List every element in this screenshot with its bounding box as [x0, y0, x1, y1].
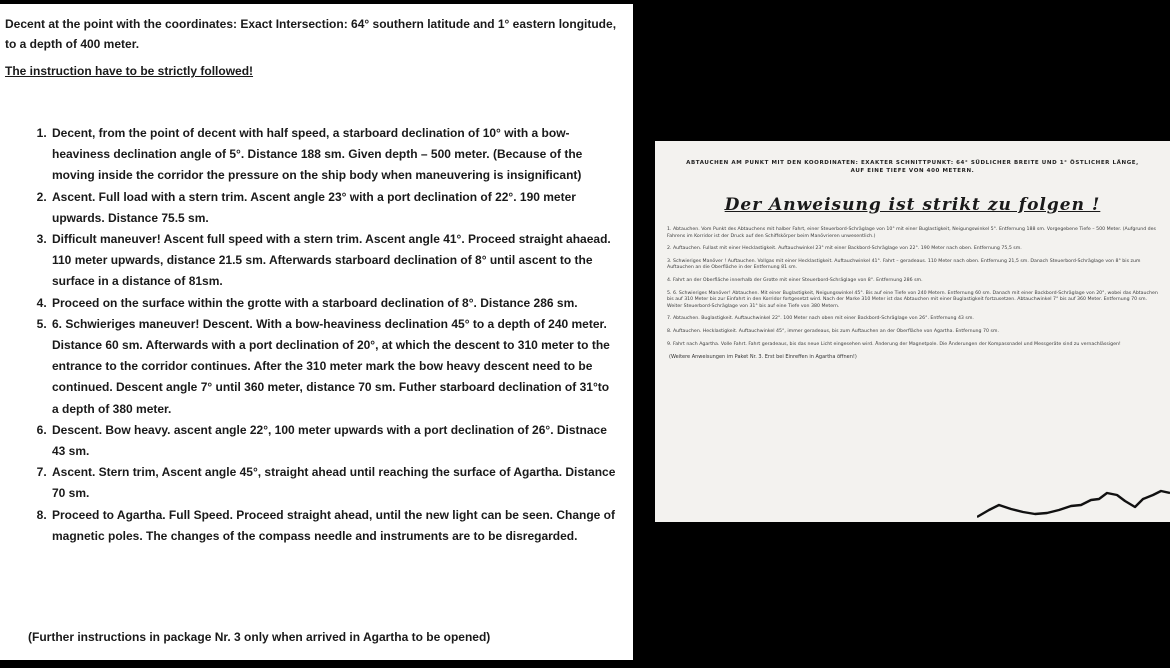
step-item: 8. Proceed to Agartha. Full Speed. Proceed straight ahead, until the new light can be seen. Change of magnetic poles. The changes of the compass needle and instruments are to be disregarded.	[50, 505, 619, 547]
german-original-document	[655, 141, 1170, 522]
steps-list	[5, 123, 619, 547]
intro-text: Decent at the point with the coordinates: Exact Intersection: 64° southern latitude and 1° eastern longitude, to a depth of 400 meter.	[5, 17, 617, 51]
original-step: 4. Fahrt an der Oberfläche innerhalb der Grotte mit einer Steuerbord-Schräglage von 8°. Entfernung 286 sm.	[667, 277, 923, 283]
footer-note: (Further instructions in package Nr. 3 only when arrived in Agartha to be opened)	[28, 630, 491, 644]
step-item: 3. Difficult maneuver! Ascent full speed with a stern trim. Ascent angle 41°. Proceed straight ahaead. 110 meter upwards, distance 21.5 sm. Afterwards starboard declination of 8° until ascent to the surface in a distance of 81sm.	[50, 229, 619, 293]
english-instructions-page	[0, 4, 633, 660]
original-step: 5. 6. Schwieriges Manöver! Abtauchen. Mit einer Buglastigkeit, Neigungswinkel 45°. Bis auf eine Tiefe von 240 Metern. Entfernung 60 sm. Danach mit einer Backbord-Schräglage von 20°, wobei das Abtauchen bis auf 310 Meter bis zur Einfahrt in den Korridor fortgesetzt wird. Nach der Marke 310 Meter ist das Abtauchen mit einer Buglastigkeit fortzusetzen. Abtauchwinkel 7° bis auf 360 Meter. Entfernung 70 sm. Weiter Steuerbord-Schräglage von 31° bis auf eine Tiefe von 380 Metern.	[667, 290, 1158, 309]
step-item: 4. Proceed on the surface within the grotte with a starboard declination of 8°. Distance 286 sm.	[50, 293, 619, 314]
step-item: 1. Decent, from the point of decent with half speed, a starboard declination of 10° with a bow-heaviness declination angle of 5°. Distance 188 sm. Given depth – 500 meter. (Because of the moving inside the corridor the pressure on the ship body when maneuvering is insignificant)	[50, 123, 619, 187]
original-step: 2. Auftauchen. Fullast mit einer Hecklastigkeit. Auftauchwinkel 23° mit einer Backbord-Schräglage von 22°. 190 Meter nach oben. Entfernung 75,5 sm.	[667, 246, 1022, 252]
original-title	[655, 195, 1170, 215]
step-item: 6. Descent. Bow heavy. ascent angle 22°, 100 meter upwards with a port declination of 26°. Distnace 43 sm.	[50, 420, 619, 462]
original-step: 9. Fahrt nach Agartha. Volle Fahrt. Fahrt geradeaus, bis das neue Licht eingesehen wird. Änderung der Magnetpole. Die Änderungen der Kompassnadel und Messgeräte sind zu vernachlässigen!	[667, 341, 1121, 347]
original-footer: (Weitere Anweisungen im Paket Nr. 3. Erst bei Einreffen in Agartha öffnen!)	[669, 354, 857, 361]
step-item: 2. Ascent. Full load with a stern trim. Ascent angle 23° with a port declination of 22°. 190 meter upwards. Distance 75.5 sm.	[50, 187, 619, 229]
step-item: 7. Ascent. Stern trim, Ascent angle 45°, straight ahead until reaching the surface of Agartha. Distance 70 sm.	[50, 462, 619, 504]
original-steps-list	[667, 227, 1162, 348]
original-step: 1. Abtauchen. Vom Punkt des Abtauchens mit halber Fahrt, einer Steuerbord-Schräglage von 10° mit einer Buglastigkeit, Neigungswinkel 5°. Entfernung 188 sm. Vorgegebene Tiefe – 500 Meter. (Aufgrund des Fahrens im Korridor ist der Druck auf den Schiffskörper beim Manövrieren unwesentlich.)	[667, 227, 1156, 239]
step-item: 5. 6. Schwieriges maneuver! Descent. With a bow-heaviness declination 45° to a depth of 240 meter. Distance 60 sm. Afterwards with a port declination of 20°, at which the descent to 310 meter to the entrance to the corridor continues. After the 310 meter mark the bow heavy descent need to be continued. Descent angle 7° until 360 meter, distance 70 sm. Futher starboard declination of 31°to a depth of 380 meter.	[50, 314, 619, 420]
warning-heading: The instruction have to be strictly followed!	[5, 64, 254, 78]
original-step: 7. Abtauchen. Buglastigkeit. Auftauchwinkel 22°. 100 Meter nach oben mit einer Backbord-Schräglage von 26°. Entfernung 43 sm.	[667, 316, 974, 322]
original-header: ABTAUCHEN AM PUNKT MIT DEN KOORDINATEN: EXAKTER SCHNITTPUNKT: 64° SÜDLICHER BREITE UND 1° ÖSTLICHER LÄNGE, AUF EINE TIEFE VON 400 METERN.	[686, 160, 1139, 174]
mountain-silhouette	[977, 479, 1170, 522]
original-step: 3. Schwieriges Manöver ! Auftauchen. Vollgas mit einer Hecklastigkeit. Auftauchwinkel 41°. Fahrt – geradeaus. 110 Meter nach oben. Entfernung 21,5 sm. Danach Steuerbord-Schräglage von 8° bis zum Auftauchen an die Oberfläche in der Entfernung 81 sm.	[667, 258, 1141, 271]
original-title-text: Der Anweisung ist strikt zu folgen !	[724, 195, 1101, 215]
original-step: 8. Auftauchen. Hecklastigkeit. Auftauchwinkel 45°, immer geradeaus, bis zum Auftauchen an der Oberfläche von Agartha. Entfernung 70 sm.	[667, 328, 999, 334]
